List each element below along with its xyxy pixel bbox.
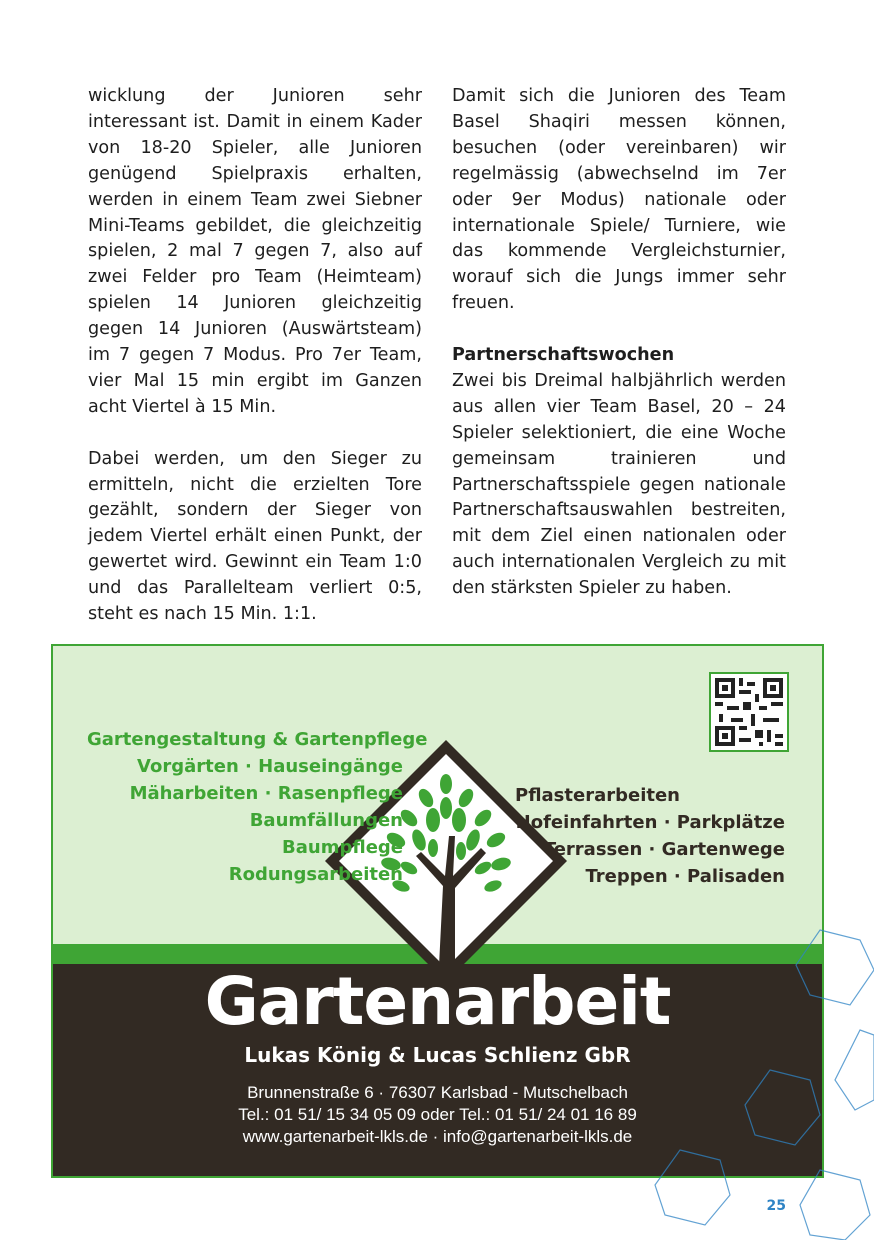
brand-name: Gartenarbeit — [204, 963, 671, 1040]
qr-code-icon — [709, 672, 789, 752]
company-owners: Lukas König & Lucas Schlienz GbR — [244, 1043, 631, 1067]
text-column-right — [452, 84, 786, 602]
services-list-left — [53, 726, 428, 888]
service-item: Baumpflege — [282, 837, 403, 858]
services-list-right — [503, 782, 785, 890]
service-item: Rodungsarbeiten — [228, 864, 403, 885]
paragraph: Dabei werden, um den Sieger zu ermitteln, nicht die erzielten Tore gezählt, sondern der Sieger von jedem Viertel erhält einen Punkt, der gewertet wird. Gewinnt ein Team 1:0 und das Parallelteam verliert 0:5, steht es nach 15 Min. 1:1. — [88, 448, 422, 625]
service-item: Mäharbeiten · Rasenpflege — [129, 783, 403, 804]
service-item: Treppen · Palisaden — [585, 866, 785, 887]
page-number: 25 — [766, 1198, 786, 1214]
paragraph: Damit sich die Junioren des Team Basel Shaqiri messen können, besuchen (oder vereinbaren) wir regelmässig (abwechselnd im 7er oder 9er Modus) nationale oder internationale Spiele/ Turniere, wie das kommende Vergleichsturnier, worauf sich die Jungs immer sehr freuen. — [452, 86, 786, 314]
service-item: Terrassen · Gartenwege — [543, 839, 785, 860]
hexagon-pattern-decoration — [620, 910, 874, 1240]
paragraph: Zwei bis Dreimal halbjährlich werden aus allen vier Team Basel, 20 – 24 Spieler selektioniert, die eine Woche gemeinsam trainieren und Partnerschaftsspiele gegen nationale Partnerschaftsauswahlen bestreiten, mit dem Ziel einen nationalen oder auch internationalen Vergleich zu mit den stärksten Spieler zu haben. — [452, 370, 786, 599]
web-and-email: www.gartenarbeit-lkls.de · info@gartenarbeit-lkls.de — [242, 1127, 633, 1146]
service-item: Baumfällungen — [249, 810, 403, 831]
service-item: Gartengestaltung & Gartenpflege — [87, 729, 428, 750]
section-heading: Partnerschaftswochen — [452, 345, 675, 366]
service-item: Pflasterarbeiten — [515, 785, 680, 806]
text-column-left — [88, 84, 422, 654]
service-item: Hofeinfahrten · Parkplätze — [515, 812, 785, 833]
paragraph: wicklung der Junioren sehr interessant ist. Damit in einem Kader von 18-20 Spieler, alle Junioren genügend Spielpraxis erhalten, werden in einem Team zwei Siebner Mini-Teams gebildet, die gleichzeitig spielen, 2 mal 7 gegen 7, also auf zwei Felder pro Team (Heimteam) spielen 14 Junioren gleichzeitig gegen 14 Junioren (Auswärtsteam) im 7 gegen 7 Modus. Pro 7er Team, vier Mal 15 min ergibt im Ganzen acht Viertel à 15 Min. — [88, 86, 422, 417]
address: Brunnenstraße 6 · 76307 Karlsbad - Mutschelbach — [247, 1083, 628, 1102]
phone-numbers: Tel.: 01 51/ 15 34 05 09 oder Tel.: 01 51/ 24 01 16 89 — [238, 1105, 637, 1124]
service-item: Vorgärten · Hauseingänge — [137, 756, 403, 777]
